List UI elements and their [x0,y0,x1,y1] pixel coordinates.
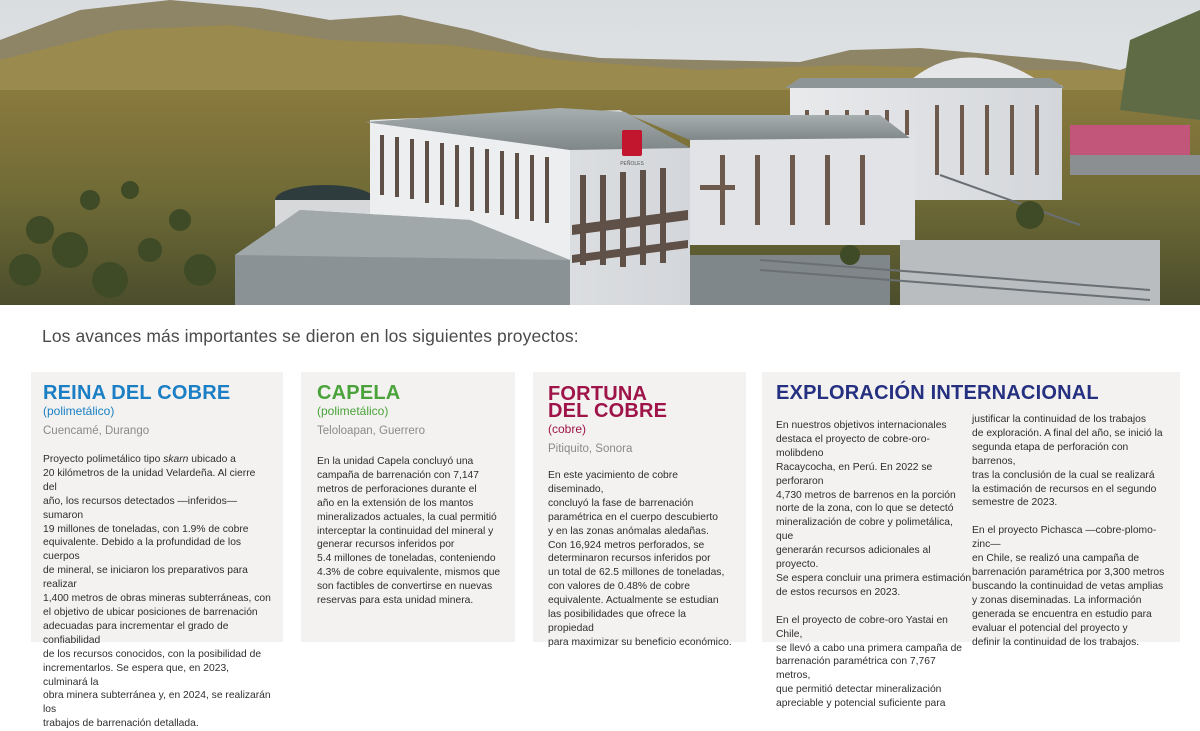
card-title: REINA DEL COBRE [43,382,231,404]
card-type: (cobre) [548,422,587,436]
card-title: CAPELA [317,382,401,404]
card-title-line-1: FORTUNA [548,383,648,405]
project-card-reina-del-cobre [31,372,283,730]
card-body: En la unidad Capela concluyó una campaña de barrenación con 7,147 metros de perforaciones durante el año en la extensión de los mantos mineralizados actuales, la cual permitió interceptar la continuidad del mineral y generar recursos inferidos por 5.4 millones de toneladas, conteniendo 4.3% de cobre equivalente, mismos que son factibles de convertirse en nuevas reservas para esta unidad minera. [317,456,501,607]
card-body-left: En nuestros objetivos internacionales destaca el proyecto de cobre-oro-molibdeno Racaycocha, en Perú. En 2022 se perforaron 4,730 metros de barrenos en la porción norte de la zona, con lo que se detectó mineralización de cobre y polimetálica, que generarán recursos adicionales al proyecto. Se espera concluir una primera estimación de estos recursos en 2023. En el proyecto de cobre-oro Yastai en Chile, se llevó a cabo una primera campaña de barrenación paramétrica con 7,767 metros, que permitió detectar mineralización apreciable y potencial suficiente para [776,420,972,710]
skarn-term: skarn [163,454,189,465]
company-logo-mark [622,130,642,156]
card-columns [776,414,1168,711]
building-logo-text: PEÑOLES [620,161,644,167]
card-location: Teloloapan, Guerrero [317,425,426,437]
hero-photo [0,0,1200,305]
card-title [548,383,734,422]
intro-text: Los avances más importantes se dieron en los siguientes proyectos: [42,326,579,346]
card-location: Cuencamé, Durango [43,425,150,437]
card-body: Proyecto polimetálico tipo skarn ubicado a 20 kilómetros de la unidad Velardeña. Al cierre del año, los recursos detectados —inferidos— sumaron 19 millones de toneladas, con 1.9% de cobre equivalente. Debido a la profundidad de los cuerpos de mineral, se iniciaron los preparativos para realizar 1,400 metros de obras mineras subterráneas, con el objetivo de ubicar posiciones de barrenación adecuadas para incrementar el grado de confiabilidad de los recursos conocidos, con la posibilidad de incrementarlos. Se espera que, en 2023, culminará la obra minera subterránea y, en 2024, se realizarán los trabajos de barrenación detallada. [43,454,271,730]
card-title: EXPLORACIÓN INTERNACIONAL [776,382,1099,404]
card-title-line-2: DEL COBRE [548,400,668,422]
project-card-exploracion-internacional [762,372,1180,710]
card-type: (polimetálico) [43,404,115,418]
card-location: Pitiquito, Sonora [548,443,633,455]
card-body: En este yacimiento de cobre diseminado, concluyó la fase de barrenación paramétrica en el cuerpo descubierto y en las zonas anómalas aledañas. Con 16,924 metros perforados, se determinaron recursos inferidos por un total de 62.5 millones de toneladas, con valores de 0.48% de cobre equivalente. Actualmente se estudian las posibilidades que ofrece la propiedad para maximizar su beneficio económico. [548,470,732,648]
card-type: (polimetálico) [317,404,389,418]
card-body-right: justificar la continuidad de los trabajos de exploración. A final del año, se inició la segunda etapa de perforación con barrenos, tras la conclusión de la cual se realizará la estimación de recursos en el segundo semestre de 2023. En el proyecto Pichasca —cobre-plomo-zinc— en Chile, se realizó una campaña de barrenación paramétrica por 3,300 metros buscando la continuidad de vetas amplias y zonas diseminadas. La información generada se encuentra en estudio para evaluar el potencial del proyecto y definir la continuidad de los trabajos. [972,414,1165,648]
mining-plant-illustration [0,0,1200,305]
project-card-fortuna-del-cobre [533,372,746,648]
project-card-capela [301,372,515,642]
